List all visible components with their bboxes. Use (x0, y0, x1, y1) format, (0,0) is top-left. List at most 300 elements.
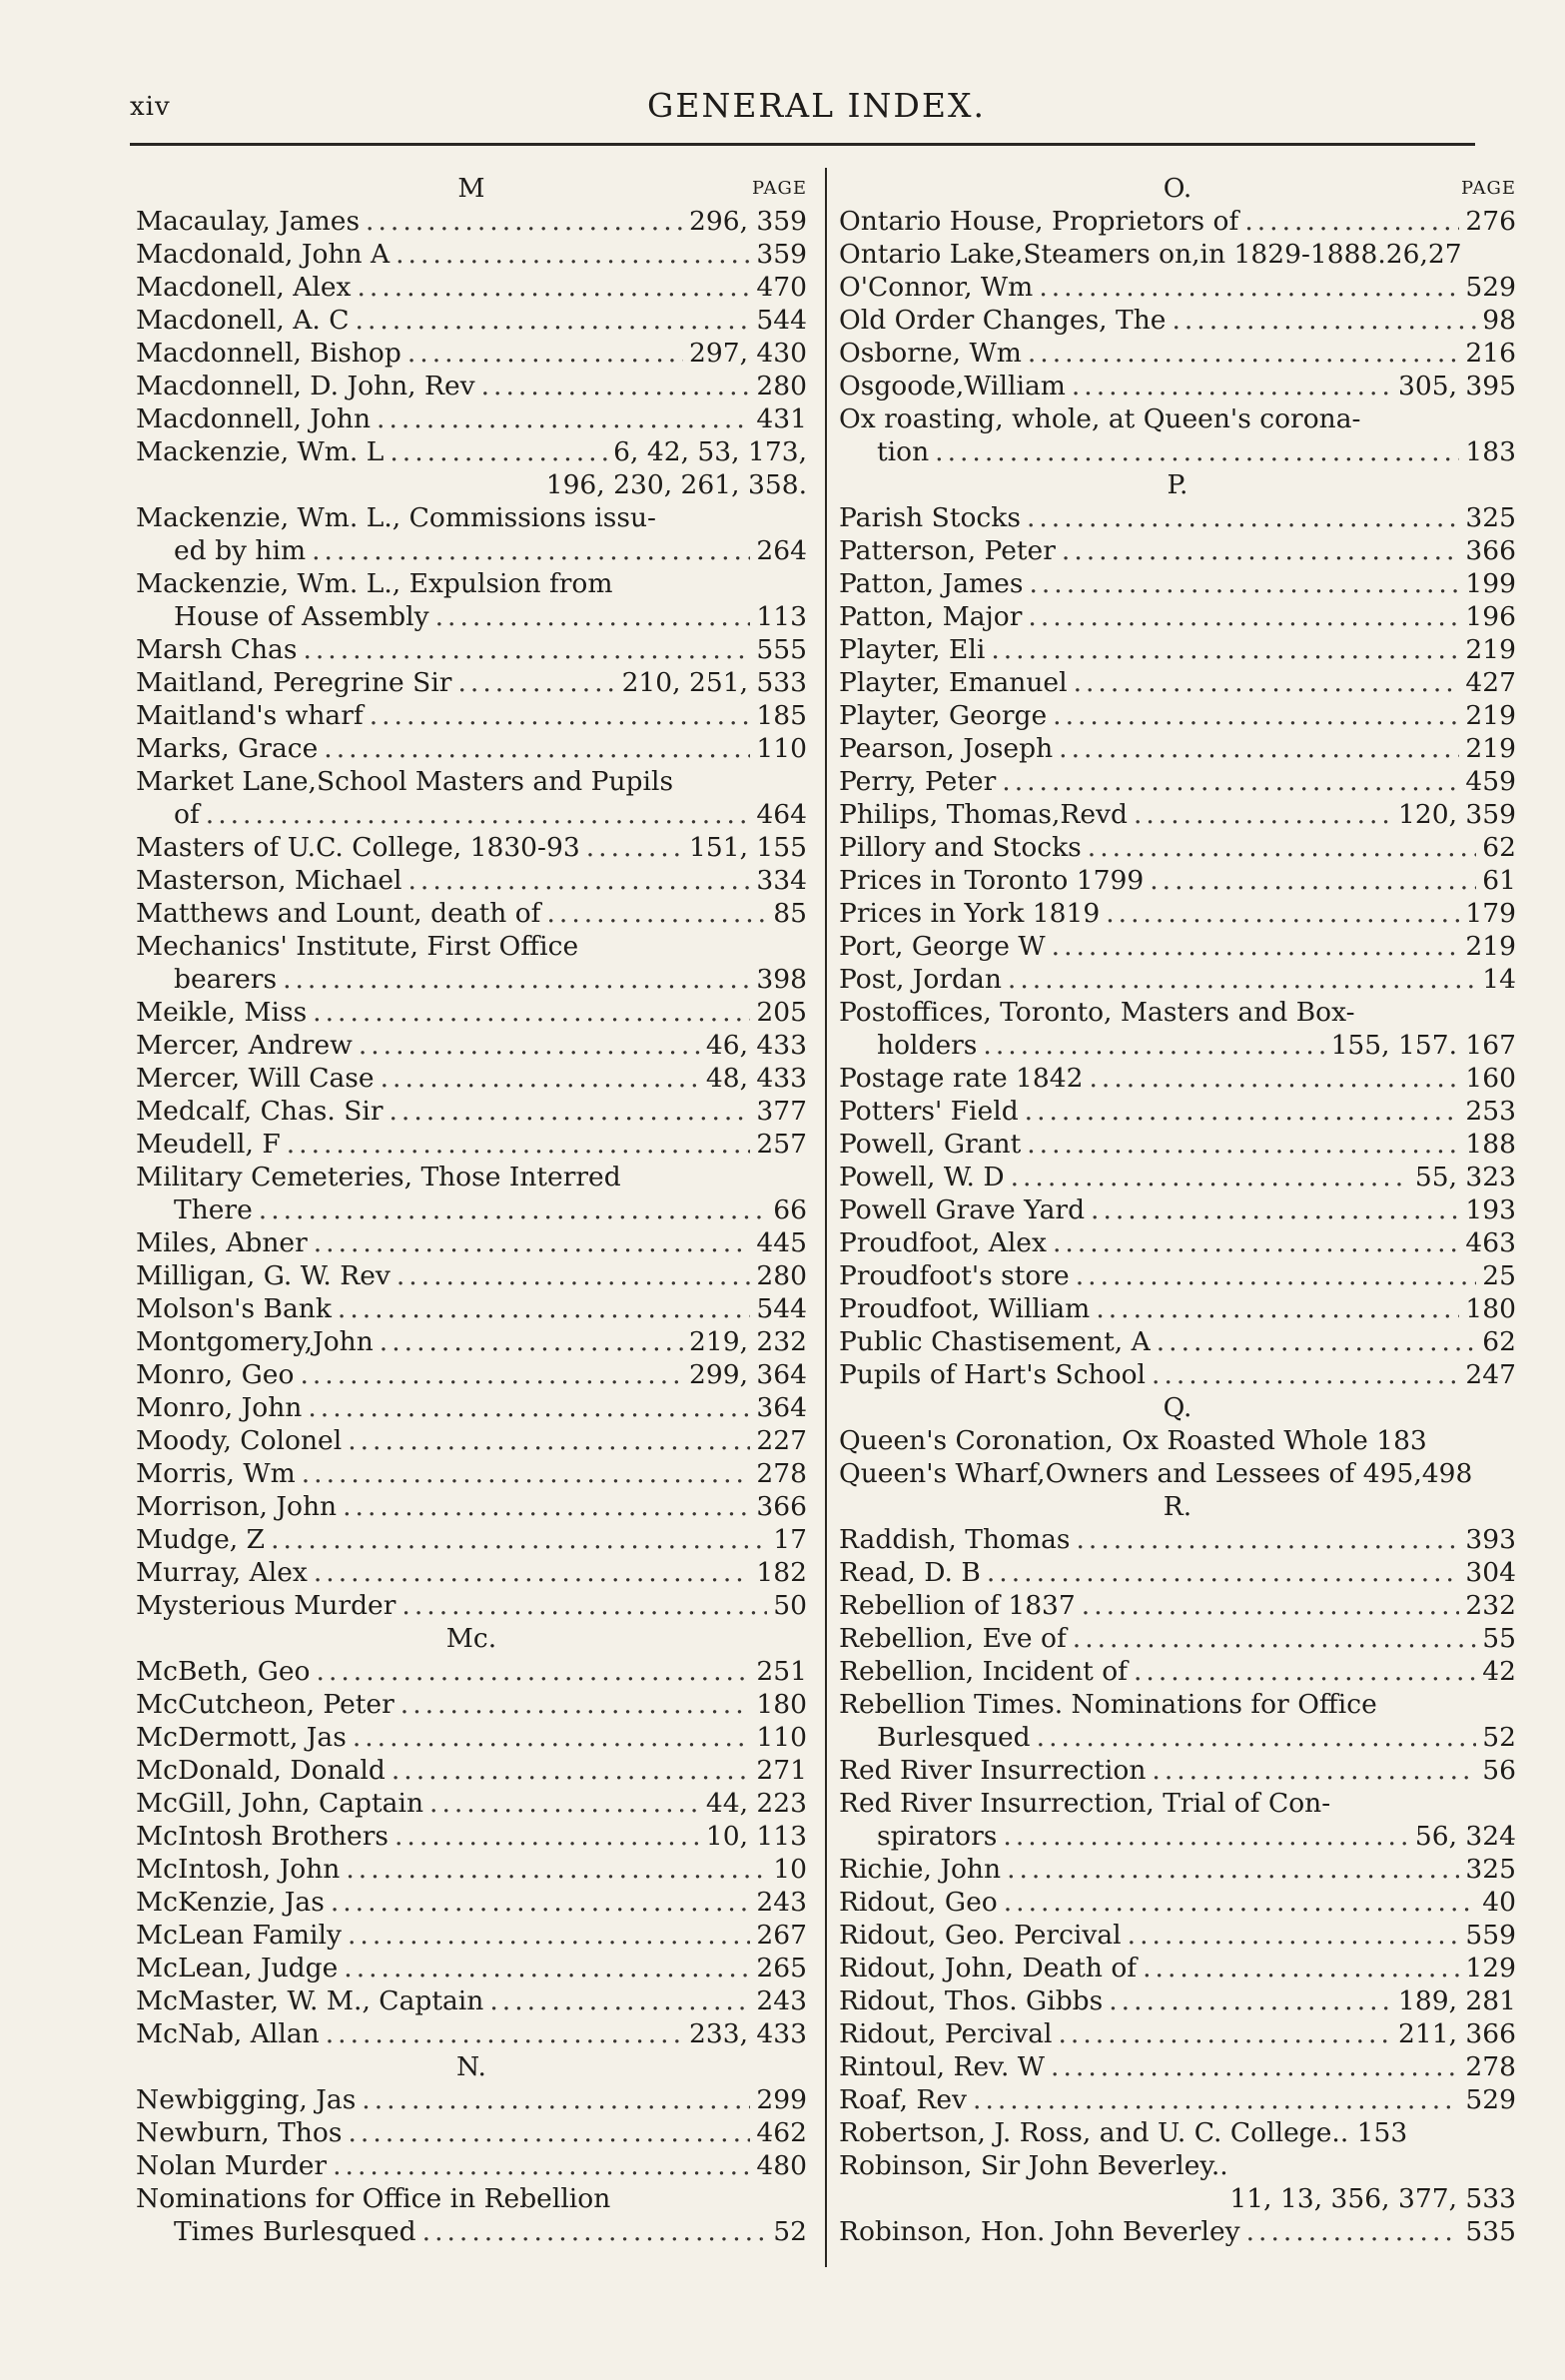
index-entry-continuation (136, 600, 807, 633)
entry-name: Ridout, Geo (839, 1887, 998, 1918)
entry-name: Macdonnell, D. John, Rev (136, 371, 475, 401)
entry-pages: 56, 324 (1414, 1821, 1516, 1852)
index-entry (839, 1787, 1516, 1820)
entry-name: McGill, John, Captain (136, 1788, 424, 1819)
entry-name: Ontario Lake,Steamers on,in 1829-1888.26,27 (839, 239, 1462, 270)
entry-name: Medcalf, Chas. Sir (136, 1096, 384, 1127)
entry-pages: 6, 42, 53, 173, (613, 436, 807, 467)
entry-name: Mackenzie, Wm. L (136, 436, 385, 467)
entry-pages: 398 (756, 964, 807, 995)
entry-name: Maitland, Peregrine Sir (136, 667, 452, 698)
index-entry (136, 1853, 807, 1886)
entry-name: Mackenzie, Wm. L., Commissions issu- (136, 502, 657, 533)
entry-pages: 251 (756, 1656, 807, 1687)
entry-name: Rebellion Times. Nominations for Office (839, 1689, 1377, 1720)
dot-leader (1134, 1655, 1476, 1688)
index-entry (839, 765, 1516, 798)
dot-leader (1003, 1820, 1408, 1853)
entry-pages: 280 (756, 371, 807, 401)
index-entry (136, 864, 807, 897)
section-heading (136, 2050, 807, 2083)
entry-name: Pearson, Joseph (839, 733, 1054, 764)
dot-leader (586, 831, 683, 864)
index-entry (839, 1886, 1516, 1919)
entry-pages: 180 (756, 1689, 807, 1720)
index-entry (136, 930, 807, 963)
entry-pages: 55 (1482, 1623, 1516, 1654)
index-entry (839, 798, 1516, 831)
index-entry (839, 1292, 1516, 1325)
index-entry (839, 534, 1516, 567)
entry-name: Osgoode,William (839, 371, 1066, 401)
index-entry (839, 2215, 1516, 2248)
dot-leader (283, 963, 750, 996)
dot-leader (380, 1325, 683, 1358)
index-entry (136, 1128, 807, 1161)
entry-pages: 296, 359 (688, 206, 807, 237)
dot-leader (435, 600, 751, 633)
entry-name: Queen's Wharf,Owners and Lessees of 495,498 (839, 1458, 1473, 1489)
dot-leader (308, 1391, 750, 1424)
index-entry (136, 2182, 807, 2215)
dot-leader (1039, 271, 1459, 304)
entry-name: Playter, Eli (839, 634, 986, 665)
entry-name: Red River Insurrection (839, 1755, 1147, 1786)
dot-leader (300, 1358, 683, 1391)
section-heading (136, 1622, 807, 1655)
entry-pages: 529 (1465, 272, 1516, 303)
dot-leader (1053, 699, 1459, 732)
dot-leader (396, 1259, 751, 1292)
entry-pages: 46, 433 (705, 1030, 807, 1061)
dot-leader (489, 1984, 750, 2017)
entry-name: McKenzie, Jas (136, 1887, 325, 1918)
entry-pages: 535 (1465, 2216, 1516, 2247)
index-entry (136, 1161, 807, 1193)
dot-leader (395, 238, 750, 271)
section-heading (136, 172, 807, 205)
dot-leader (1152, 1358, 1459, 1391)
index-entry (136, 1095, 807, 1128)
dot-leader (302, 1457, 751, 1490)
entry-name: Powell Grave Yard (839, 1194, 1086, 1225)
entry-name: McIntosh Brothers (136, 1821, 389, 1852)
index-entry (839, 1952, 1516, 1984)
entry-name: Marsh Chas (136, 634, 298, 665)
entry-pages: 110 (756, 733, 807, 764)
entry-pages: 227 (756, 1425, 807, 1456)
entry-name: Masterson, Michael (136, 865, 402, 896)
entry-name: McDonald, Donald (136, 1755, 386, 1786)
entry-pages: 155, 157. 167 (1330, 1030, 1516, 1061)
entry-pages: 61 (1482, 865, 1516, 896)
entry-pages: 42 (1482, 1656, 1516, 1687)
index-entry (136, 1984, 807, 2017)
index-entry (839, 1095, 1516, 1128)
dot-leader (1028, 337, 1460, 370)
entry-name: Patton, Major (839, 601, 1023, 632)
entry-name: McLean Family (136, 1920, 342, 1951)
dot-leader (338, 1292, 751, 1325)
dot-leader (546, 897, 767, 930)
entry-name: Robinson, Hon. John Beverley (839, 2216, 1240, 2247)
index-entry (136, 435, 807, 468)
section-heading (839, 468, 1516, 501)
entry-name: Raddish, Thomas (839, 1524, 1071, 1555)
index-entry (839, 1589, 1516, 1622)
dot-leader (1157, 1325, 1477, 1358)
entry-pages: 183 (1465, 436, 1516, 467)
index-entry (839, 633, 1516, 666)
index-entry (839, 238, 1516, 271)
entry-name: Playter, George (839, 700, 1048, 731)
entry-name: O'Connor, Wm (839, 272, 1034, 303)
entry-name: Morrison, John (136, 1491, 338, 1522)
entry-name: McLean, Judge (136, 1953, 339, 1983)
entry-name: McMaster, W. M., Captain (136, 1985, 484, 2016)
index-entry (839, 930, 1516, 963)
entry-pages: 25 (1482, 1260, 1516, 1291)
dot-leader (1134, 798, 1392, 831)
section-letter: P. (1167, 469, 1188, 500)
entry-name: Rebellion, Incident of (839, 1656, 1128, 1687)
entry-name: Pillory and Stocks (839, 832, 1082, 863)
index-entry (839, 1259, 1516, 1292)
entry-name: There (174, 1194, 253, 1225)
index-entry (839, 567, 1516, 600)
entry-name: Powell, Grant (839, 1129, 1022, 1160)
index-entry (839, 732, 1516, 765)
entry-name: spirators (877, 1821, 998, 1852)
entry-pages: 14 (1482, 964, 1516, 995)
entry-name: Nolan Murder (136, 2150, 328, 2181)
entry-name: Perry, Peter (839, 766, 997, 797)
dot-leader (1053, 1226, 1459, 1259)
index-entry (136, 370, 807, 402)
entry-pages: 219, 232 (688, 1326, 807, 1357)
dot-leader (394, 1820, 700, 1853)
entry-name: Monro, John (136, 1392, 303, 1423)
index-entry (136, 1490, 807, 1523)
entry-pages: 325 (1465, 1854, 1516, 1885)
dot-leader (1037, 1721, 1477, 1754)
index-entry-continuation (136, 468, 807, 501)
index-entry (839, 304, 1516, 337)
dot-leader (991, 633, 1459, 666)
index-entry (839, 2017, 1516, 2050)
entry-name: Ontario House, Proprietors of (839, 206, 1239, 237)
entry-pages: 278 (756, 1458, 807, 1489)
dot-leader (1150, 864, 1476, 897)
dot-leader (1106, 897, 1459, 930)
index-entry (839, 1226, 1516, 1259)
entry-name: Ridout, Geo. Percival (839, 1920, 1122, 1951)
entry-pages: 62 (1482, 832, 1516, 863)
index-entry (136, 1919, 807, 1952)
entry-pages: 98 (1482, 305, 1516, 336)
dot-leader (353, 1721, 751, 1754)
dot-leader (407, 337, 683, 370)
dot-leader (973, 2083, 1459, 2116)
index-entry (839, 1161, 1516, 1193)
dot-leader (1082, 1589, 1460, 1622)
entry-pages: 267 (756, 1920, 807, 1951)
entry-pages: 219 (1465, 733, 1516, 764)
index-entry (136, 699, 807, 732)
dot-leader (1143, 1952, 1459, 1984)
entry-name: Patterson, Peter (839, 535, 1056, 566)
entry-pages: 56 (1482, 1755, 1516, 1786)
entry-name: Rebellion of 1837 (839, 1590, 1076, 1621)
index-entry (839, 831, 1516, 864)
index-entry (136, 1259, 807, 1292)
dot-leader (259, 1193, 767, 1226)
index-entry (839, 337, 1516, 370)
entry-name: Philips, Thomas,Revd (839, 799, 1128, 830)
entry-pages: 544 (756, 1293, 807, 1324)
entry-name: Port, George W (839, 931, 1046, 962)
dot-leader (407, 864, 750, 897)
index-entry (136, 765, 807, 798)
entry-pages: 216 (1465, 338, 1516, 369)
entry-name: Public Chastisement, A (839, 1326, 1151, 1357)
dot-leader (326, 2017, 683, 2050)
entry-name: Ridout, Percival (839, 2018, 1053, 2049)
index-entry (136, 402, 807, 435)
index-entry (136, 1556, 807, 1589)
index-entry (839, 1984, 1516, 2017)
index-entry (136, 996, 807, 1029)
entry-name: Macdonnell, Bishop (136, 338, 401, 369)
index-entry (136, 304, 807, 337)
index-entry (839, 1622, 1516, 1655)
dot-leader (344, 1952, 750, 1984)
entry-name: Mudge, Z (136, 1524, 266, 1555)
dot-leader (1062, 534, 1460, 567)
entry-pages: 11, 13, 356, 377, 533 (1229, 2183, 1516, 2214)
entry-name: Military Cemeteries, Those Interred (136, 1162, 621, 1192)
page-column-caption: PAGE (752, 178, 807, 199)
entry-name: Monro, Geo (136, 1359, 295, 1390)
entry-pages: 427 (1465, 667, 1516, 698)
index-entry-continuation (136, 534, 807, 567)
entry-name: Macdonell, Alex (136, 272, 352, 303)
index-entry-continuation (839, 1820, 1516, 1853)
dot-leader (429, 1787, 700, 1820)
entry-name: Ox roasting, whole, at Queen's corona- (839, 403, 1361, 434)
dot-leader (1128, 1919, 1460, 1952)
index-entry-continuation (839, 2182, 1516, 2215)
entry-pages: 445 (756, 1227, 807, 1258)
dot-leader (348, 1919, 750, 1952)
entry-pages: 120, 359 (1397, 799, 1516, 830)
index-entry (136, 1655, 807, 1688)
index-entry (839, 1424, 1516, 1457)
dot-leader (1052, 930, 1460, 963)
entry-pages: 297, 430 (688, 338, 807, 369)
entry-name: Ridout, Thos. Gibbs (839, 1985, 1104, 2016)
entry-pages: 110 (756, 1722, 807, 1753)
dot-leader (381, 1062, 700, 1095)
entry-pages: 431 (756, 403, 807, 434)
dot-leader (1007, 1853, 1459, 1886)
index-entry (839, 1556, 1516, 1589)
dot-leader (348, 1424, 750, 1457)
entry-pages: 196 (1465, 601, 1516, 632)
entry-name: Proudfoot, Alex (839, 1227, 1047, 1258)
entry-pages: 52 (1482, 1722, 1516, 1753)
entry-pages: 366 (756, 1491, 807, 1522)
entry-pages: 52 (773, 2216, 807, 2247)
index-entry (136, 2083, 807, 2116)
dot-leader (390, 435, 607, 468)
index-column-right (839, 172, 1516, 2248)
entry-pages: 179 (1465, 898, 1516, 929)
entry-pages: 189, 281 (1397, 1985, 1516, 2016)
dot-leader (1077, 1523, 1460, 1556)
dot-leader (370, 699, 751, 732)
entry-pages: 185 (756, 700, 807, 731)
entry-name: Mysterious Murder (136, 1590, 396, 1621)
index-entry (136, 501, 807, 534)
entry-pages: 193 (1465, 1194, 1516, 1225)
entry-pages: 464 (756, 799, 807, 830)
entry-name: Robinson, Sir John Beverley.. (839, 2150, 1228, 2181)
entry-pages: 219 (1465, 700, 1516, 731)
dot-leader (401, 1589, 767, 1622)
entry-name: Miles, Abner (136, 1227, 308, 1258)
entry-pages: 278 (1465, 2051, 1516, 2082)
entry-name: Newbigging, Jas (136, 2084, 357, 2115)
entry-name: Moody, Colonel (136, 1425, 343, 1456)
page-title: GENERAL INDEX. (647, 86, 986, 125)
dot-leader (1244, 205, 1459, 238)
dot-leader (390, 1095, 751, 1128)
entry-pages: 470 (756, 272, 807, 303)
dot-leader (206, 798, 751, 831)
index-entry (136, 897, 807, 930)
section-heading (839, 1391, 1516, 1424)
entry-name: Market Lane,School Masters and Pupils (136, 766, 674, 797)
entry-pages: 276 (1465, 206, 1516, 237)
index-entry (839, 1688, 1516, 1721)
dot-leader (391, 1754, 751, 1787)
index-entry (136, 1952, 807, 1984)
index-entry (839, 2083, 1516, 2116)
entry-name: of (174, 799, 200, 830)
entry-pages: 559 (1465, 1920, 1516, 1951)
index-entry (839, 1853, 1516, 1886)
dot-leader (1028, 600, 1459, 633)
entry-name: Times Burlesqued (174, 2216, 416, 2247)
entry-pages: 182 (756, 1557, 807, 1588)
section-letter: M (457, 173, 485, 204)
index-entry (839, 2116, 1516, 2149)
entry-name: House of Assembly (174, 601, 429, 632)
entry-name: McIntosh, John (136, 1854, 341, 1885)
entry-pages: 271 (756, 1755, 807, 1786)
entry-pages: 299, 364 (688, 1359, 807, 1390)
index-entry (136, 1325, 807, 1358)
dot-leader (1152, 1754, 1476, 1787)
section-heading (839, 1490, 1516, 1523)
entry-name: Masters of U.C. College, 1830-93 (136, 832, 580, 863)
index-entry-continuation (839, 1721, 1516, 1754)
dot-leader (1109, 1984, 1392, 2017)
entry-pages: 459 (1465, 766, 1516, 797)
entry-name: Post, Jordan (839, 964, 1002, 995)
dot-leader (1246, 2215, 1460, 2248)
dot-leader (1051, 2050, 1459, 2083)
index-entry (136, 1589, 807, 1622)
dot-leader (1059, 732, 1459, 765)
entry-pages: 188 (1465, 1129, 1516, 1160)
section-letter: O. (1163, 173, 1192, 204)
entry-name: Montgomery,John (136, 1326, 374, 1357)
entry-name: holders (877, 1030, 978, 1061)
page-header (0, 0, 1565, 150)
header-rule (130, 143, 1475, 146)
entry-pages: 544 (756, 305, 807, 336)
entry-pages: 196, 230, 261, 358. (545, 469, 807, 500)
dot-leader (400, 1688, 751, 1721)
entry-name: Newburn, Thos (136, 2117, 343, 2148)
entry-name: Nominations for Office in Rebellion (136, 2183, 611, 2214)
entry-pages: 160 (1465, 1063, 1516, 1094)
entry-pages: 48, 433 (705, 1063, 807, 1094)
index-entry (839, 897, 1516, 930)
index-entry (839, 501, 1516, 534)
dot-leader (1096, 1292, 1459, 1325)
dot-leader (1025, 1095, 1460, 1128)
dot-leader (422, 2215, 768, 2248)
dot-leader (366, 205, 683, 238)
dot-leader (481, 370, 751, 402)
entry-name: Richie, John (839, 1854, 1002, 1885)
index-entry (136, 1688, 807, 1721)
entry-pages: 462 (756, 2117, 807, 2148)
entry-name: Roaf, Rev (839, 2084, 968, 2115)
entry-name: Matthews and Lount, death of (136, 898, 541, 929)
entry-pages: 264 (756, 535, 807, 566)
index-entry (839, 1457, 1516, 1490)
entry-pages: 129 (1465, 1953, 1516, 1983)
entry-pages: 199 (1465, 568, 1516, 599)
index-entry (136, 2149, 807, 2182)
entry-pages: 232 (1465, 1590, 1516, 1621)
dot-leader (377, 402, 750, 435)
index-entry (136, 1029, 807, 1062)
entry-pages: 253 (1465, 1096, 1516, 1127)
section-letter: R. (1163, 1491, 1192, 1522)
index-entry (839, 963, 1516, 996)
entry-pages: 334 (756, 865, 807, 896)
index-entry (839, 1655, 1516, 1688)
entry-pages: 180 (1465, 1293, 1516, 1324)
index-entry (839, 2149, 1516, 2182)
entry-name: Murray, Alex (136, 1557, 308, 1588)
dot-leader (983, 1029, 1324, 1062)
entry-name: Rintoul, Rev. W (839, 2051, 1046, 2082)
index-entry (136, 666, 807, 699)
index-entry (839, 1128, 1516, 1161)
dot-leader (314, 1556, 751, 1589)
dot-leader (348, 2116, 750, 2149)
entry-pages: 463 (1465, 1227, 1516, 1258)
index-entry (136, 238, 807, 271)
dot-leader (1008, 963, 1476, 996)
index-entry (839, 864, 1516, 897)
